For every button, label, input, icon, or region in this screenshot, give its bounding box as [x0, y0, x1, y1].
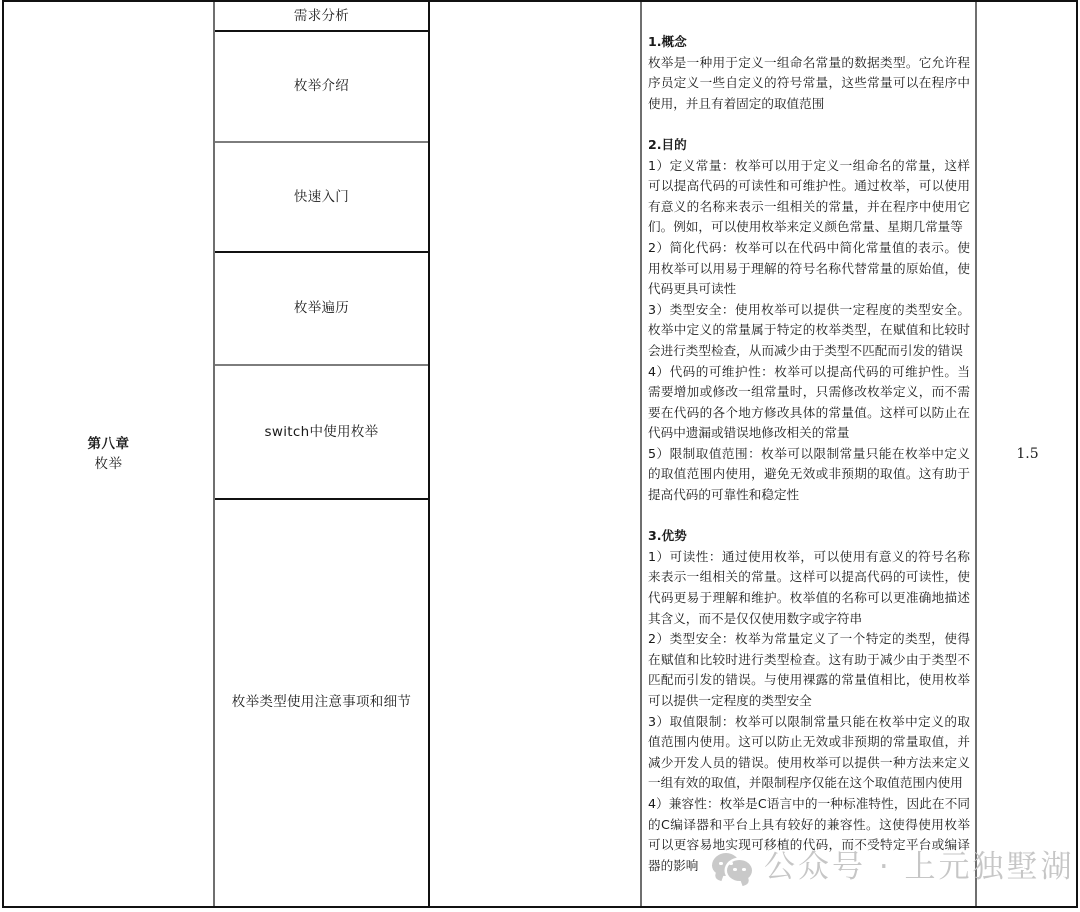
chapter-cell: [4, 2, 213, 906]
content-paragraph: 3）类型安全：使用枚举可以提供一定程度的类型安全。枚举中定义的常量属于特定的枚举类型，在赋值和比较时会进行类型检查，从而减少由于类型不匹配而引发的错误: [648, 301, 970, 358]
content-paragraph: 2）简化代码：枚举可以在代码中简化常量值的表示。使用枚举可以用易于理解的符号名称代替常量的原始值，使代码更具可读性: [648, 239, 970, 297]
chapter-number: 第八章: [87, 436, 130, 452]
section-label: 枚举介绍: [293, 78, 350, 94]
content-paragraph: 枚举是一种用于定义一组命名常量的数据类型。它允许程序员定义一些自定义的符号常量，这些常量可以在程序中使用，并且有着固定的取值范围: [648, 54, 970, 111]
content-spacer: [648, 506, 970, 527]
content-spacer: [648, 114, 970, 135]
content-paragraph: 1）定义常量：枚举可以用于定义一组命名的常量，这样可以提高代码的可读性和可维护性。通过枚举，可以使用有意义的名称来表示一组相关的常量，并在程序中使用它们。例如，可以使用枚举来定义颜色常量、星期几常量等: [648, 157, 970, 235]
section-cell-4: [215, 365, 428, 499]
section-cell-5: [215, 499, 428, 906]
content-heading: 1.概念: [648, 34, 687, 49]
content-paragraph: 3）取值限制：枚举可以限制常量只能在枚举中定义的取值范围内使用。这可以防止无效或非预期的常量取值，并减少开发人员的错误。使用枚举可以提供一种方法来定义一组有效的取值，并限制程序仅能在这个取值范围内使用: [648, 713, 970, 791]
section-list: [215, 2, 428, 906]
watermark-text: 公众号 · 上元独墅湖: [764, 849, 1075, 885]
section-label: 枚举遍历: [293, 300, 350, 316]
section-cell-3: [215, 252, 428, 365]
section-label: switch中使用枚举: [264, 423, 379, 440]
content-paragraph: 5）限制取值范围：枚举可以限制常量只能在枚举中定义的取值范围内使用，避免无效或非预期的取值。这有助于提高代码的可靠性和稳定性: [648, 445, 970, 503]
hours-cell: [977, 2, 1078, 906]
section-cell-2: [215, 142, 428, 252]
spacer-column: [430, 2, 640, 906]
content-paragraph: 2）类型安全：枚举为常量定义了一个特定的类型，使得在赋值和比较时进行类型检查。这有助于减少由于类型不匹配而引发的错误。与使用裸露的常量值相比，使用枚举可以提供一定程度的类型安全: [648, 631, 970, 708]
chapter-name: 枚举: [94, 456, 123, 472]
content-paragraph: 1）可读性：通过使用枚举，可以使用有意义的符号名称来表示一组相关的常量。这样可以提高代码的可读性，使代码更易于理解和维护。枚举值的名称可以更准确地描述其含义，而不是仅仅使用数字或字符串: [648, 548, 970, 626]
section-label: 枚举类型使用注意事项和细节: [231, 694, 412, 710]
section-cell-0: [215, 2, 428, 31]
course-outline-table: [2, 0, 1078, 908]
content-paragraph: 4）代码的可维护性：枚举可以提高代码的可维护性。当需要增加或修改一组常量时，只需修改枚举定义，而不需要在代码的各个地方修改具体的常量值。这样可以防止在代码中遗漏或错误地修改相关的常量: [648, 363, 970, 441]
content-paragraph: 4）兼容性：枚举是C语言中的一种标准特性，因此在不同的C编译器和平台上具有较好的兼容性。这使得使用枚举可以更容易地实现可移植的代码，而不受特定平台或编译器的影响: [648, 795, 970, 873]
content-heading: 2.目的: [648, 136, 687, 152]
content-heading: 3.优势: [648, 528, 687, 544]
section-label: 需求分析: [293, 8, 350, 24]
section-label: 快速入门: [293, 188, 350, 205]
section-cell-1: [215, 31, 428, 142]
content-column: [642, 2, 975, 906]
hours-value: 1.5: [1016, 446, 1039, 462]
